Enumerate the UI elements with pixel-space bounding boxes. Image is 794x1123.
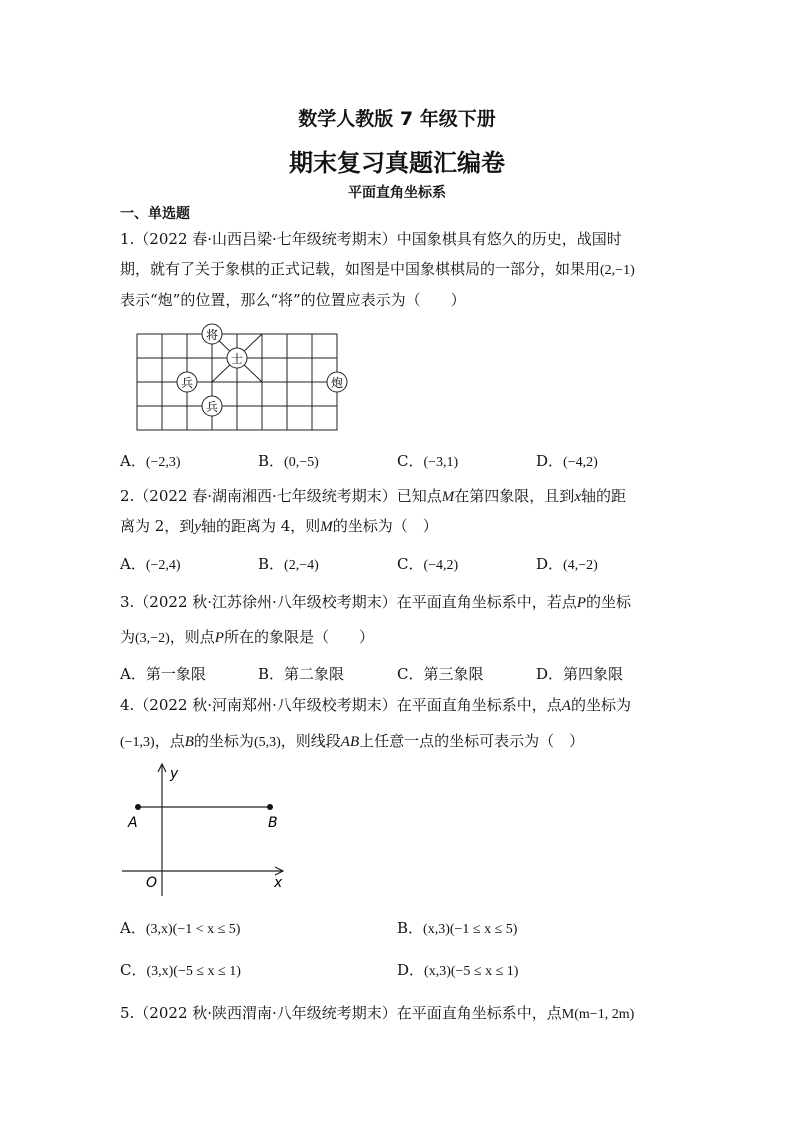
q1-option-d[interactable]: D．(−4,2): [536, 452, 598, 470]
q3-option-b[interactable]: B．第二象限: [258, 665, 345, 683]
piece-bing-2: [202, 396, 222, 416]
q3-line1: 3.（2022 秋·江苏徐州·八年级校考期末）在平面直角坐标系中，若点P的坐标: [120, 593, 631, 611]
x-axis-label: x: [274, 875, 283, 891]
q2-option-c[interactable]: C．(−4,2): [397, 555, 459, 573]
q4-option-d[interactable]: D．(x,3)(−5 ≤ x ≤ 1): [397, 961, 519, 979]
q1-line2-math: (2,−1): [600, 263, 635, 278]
q1-option-a[interactable]: A．(−2,3): [120, 452, 181, 470]
document-topic: 平面直角坐标系: [348, 185, 446, 201]
origin-label: O: [146, 875, 158, 891]
q5-line1: 5.（2022 秋·陕西渭南·八年级统考期末）在平面直角坐标系中，点M(m−1, 2m): [120, 1004, 635, 1022]
q3-option-a[interactable]: A．第一象限: [120, 665, 206, 683]
q2-line1: 2.（2022 春·湖南湘西·七年级统考期末）已知点M在第四象限，且到x轴的距: [120, 487, 626, 505]
q4-line1: 4.（2022 秋·河南郑州·八年级校考期末）在平面直角坐标系中，点A的坐标为: [120, 696, 631, 714]
chess-board-figure: [130, 320, 350, 435]
piece-pao: [327, 372, 347, 392]
q1-line3: 表示“炮”的位置，那么“将”的位置应表示为（ ）: [120, 291, 466, 309]
q1-option-c[interactable]: C．(−3,1): [397, 452, 459, 470]
q5-line1-math: M(m−1, 2m): [561, 1007, 635, 1022]
q2-var-m: M: [441, 489, 455, 505]
q4-option-c[interactable]: C．(3,x)(−5 ≤ x ≤ 1): [120, 961, 241, 979]
document-title: 数学人教版 7 年级下册: [298, 108, 496, 130]
q2-line2: 离为 2，到y轴的距离为 4，则M的坐标为（ ）: [120, 517, 438, 535]
piece-jiang-label: 将: [205, 328, 219, 342]
q2-option-a[interactable]: A．(−2,4): [120, 555, 181, 573]
section-heading: 一、单选题: [120, 206, 190, 222]
q1-line2-text: 期，就有了关于象棋的正式记载，如图是中国象棋棋局的一部分，如果用: [120, 260, 601, 278]
q3-var-p2: P: [214, 630, 224, 646]
q1-option-b[interactable]: B．(0,−5): [258, 452, 319, 470]
q3-var-p: P: [576, 595, 586, 611]
piece-shi: [227, 348, 247, 368]
q2-option-b[interactable]: B．(2,−4): [258, 555, 319, 573]
q4-var-b: B: [184, 734, 194, 750]
piece-bing-2-label: 兵: [205, 400, 219, 414]
piece-bing-1-label: 兵: [180, 376, 194, 390]
q3-line2: 为(3,−2)，则点P所在的象限是（ ）: [120, 628, 374, 646]
q1-line2: [120, 259, 635, 281]
point-b-dot: [267, 804, 273, 810]
q2-var-y: y: [194, 519, 201, 535]
q4-option-a[interactable]: A．(3,x)(−1 < x ≤ 5): [120, 919, 241, 937]
q2-var-m2: M: [320, 519, 333, 535]
point-b-label: B: [268, 815, 278, 831]
q4-line2: (−1,3)，点B的坐标为(5,3)，则线段AB上任意一点的坐标可表示为（ ）: [120, 732, 585, 750]
q4-var-a: A: [561, 698, 571, 714]
piece-jiang: [202, 324, 222, 344]
document-subtitle: 期末复习真题汇编卷: [289, 149, 505, 177]
q1-line1: 1.（2022 春·山西吕梁·七年级统考期末）中国象棋具有悠久的历史，战国时: [120, 230, 622, 248]
coordinate-graph-figure: [118, 760, 298, 900]
q2-var-x: x: [574, 489, 581, 505]
piece-bing-1: [177, 372, 197, 392]
y-axis-label: y: [170, 766, 179, 782]
q3-option-d[interactable]: D．第四象限: [536, 665, 624, 683]
piece-pao-label: 炮: [330, 376, 344, 390]
q4-var-ab: AB: [340, 734, 360, 750]
q3-option-c[interactable]: C．第三象限: [397, 665, 484, 683]
q4-option-b[interactable]: B．(x,3)(−1 ≤ x ≤ 5): [397, 919, 518, 937]
q2-option-d[interactable]: D．(4,−2): [536, 555, 598, 573]
point-a-label: A: [128, 815, 138, 831]
piece-shi-label: 士: [230, 352, 244, 366]
point-a-dot: [135, 804, 141, 810]
